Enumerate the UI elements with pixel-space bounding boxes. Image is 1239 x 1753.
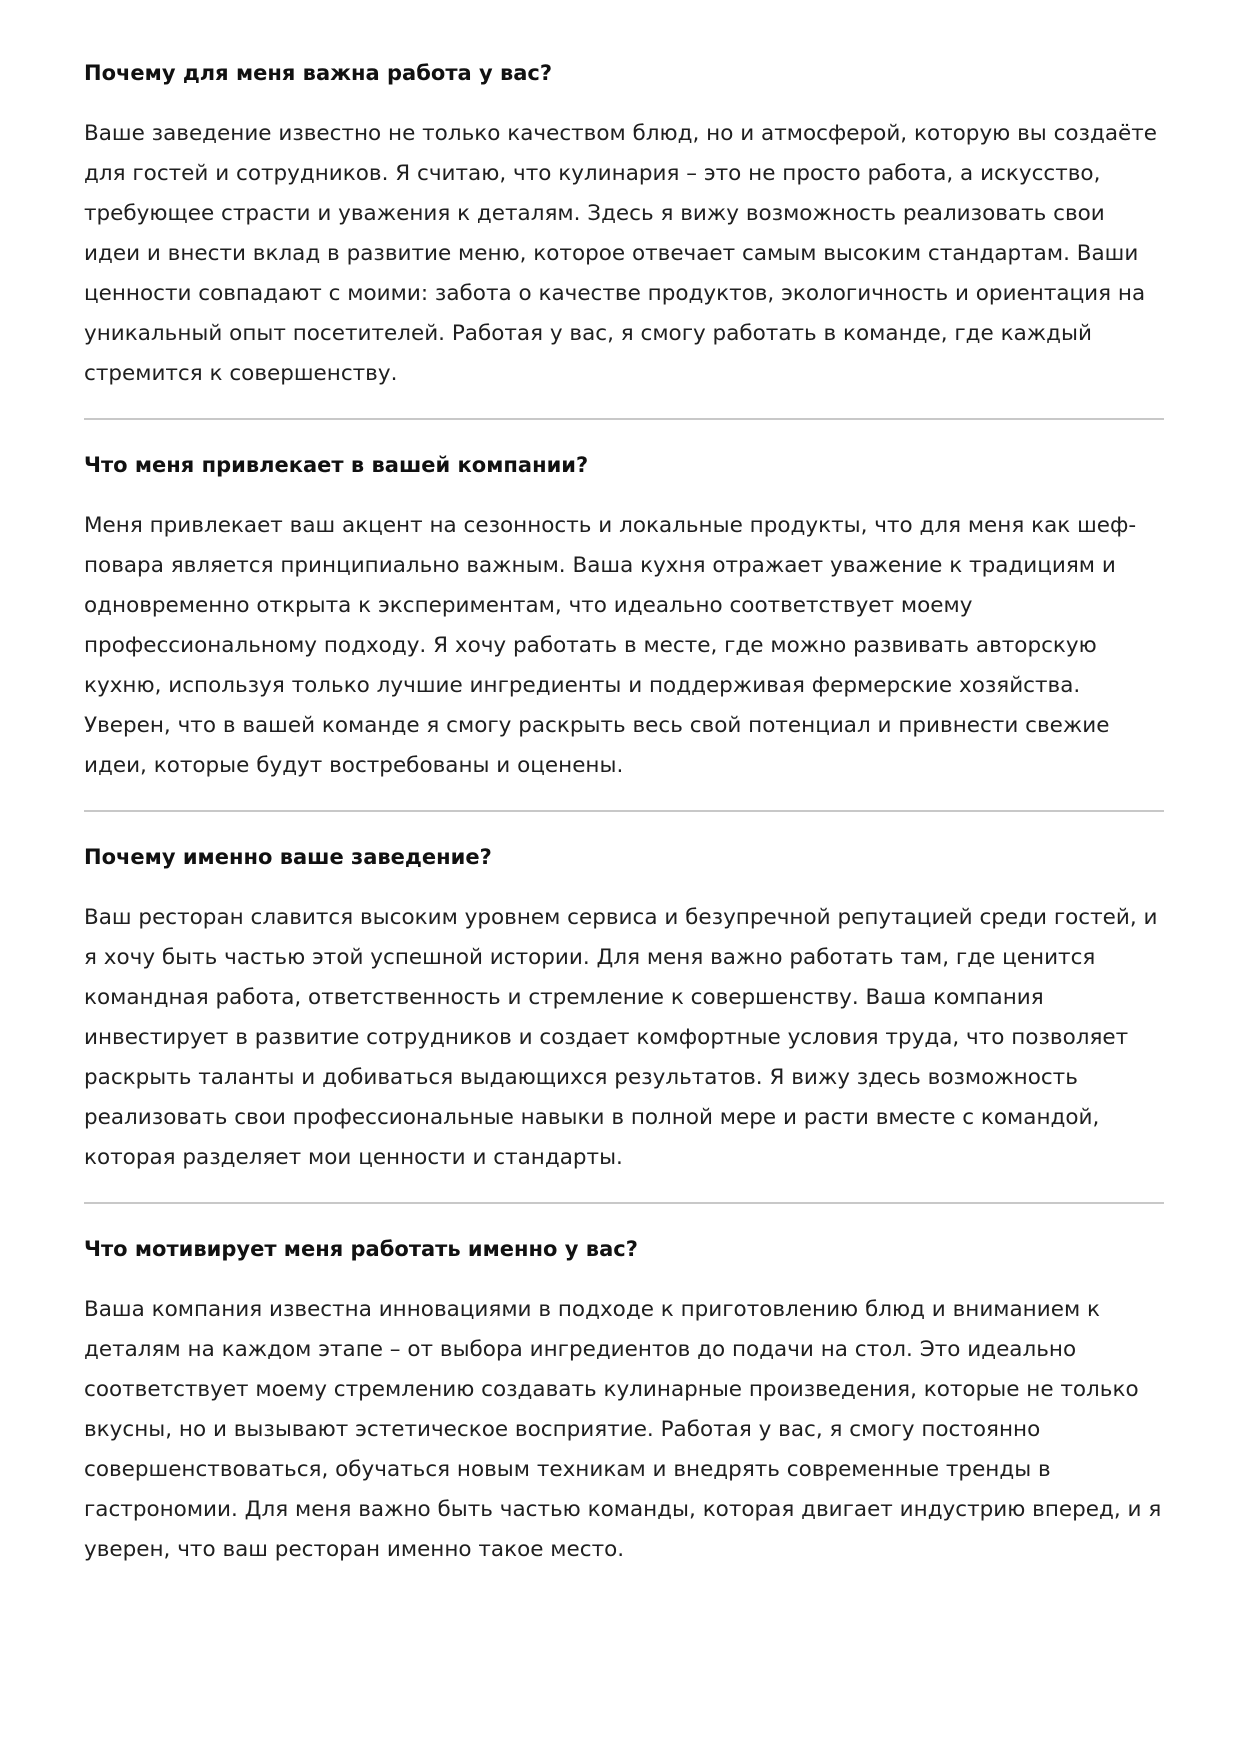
- section-divider: [84, 810, 1164, 812]
- section-divider: [84, 418, 1164, 420]
- section-heading: Что мотивирует меня работать именно у вас?: [84, 1237, 638, 1261]
- section-heading: Что меня привлекает в вашей компании?: [84, 453, 589, 477]
- section-paragraph: Меня привлекает ваш акцент на сезонность и локальные продукты, что для меня как шеф-повара является принципиально важным. Ваша кухня отражает уважение к традициям и одновременно открыта к экспериментам, что идеально соответствует моему профессиональному подходу. Я хочу работать в месте, где можно развивать авторскую кухню, используя только лучшие ингредиенты и поддерживая фермерские хозяйства. Уверен, что в вашей команде я смогу раскрыть весь свой потенциал и привнести свежие идеи, которые будут востребованы и оценены.: [84, 513, 1137, 778]
- section-paragraph: Ваш ресторан славится высоким уровнем сервиса и безупречной репутацией среди гостей, и я хочу быть частью этой успешной истории. Для меня важно работать там, где ценится командная работа, ответственность и стремление к совершенству. Ваша компания инвестирует в развитие сотрудников и создает комфортные условия труда, что позволяет раскрыть таланты и добиваться выдающихся результатов. Я вижу здесь возможность реализовать свои профессиональные навыки в полной мере и расти вместе с командой, которая разделяет мои ценности и стандарты.: [84, 905, 1158, 1170]
- document-page: [84, 58, 1164, 1570]
- section-heading: Почему для меня важна работа у вас?: [84, 61, 553, 85]
- section-paragraph: Ваше заведение известно не только качеством блюд, но и атмосферой, которую вы создаёте для гостей и сотрудников. Я считаю, что кулинария – это не просто работа, а искусство, требующее страсти и уважения к деталям. Здесь я вижу возможность реализовать свои идеи и внести вклад в развитие меню, которое отвечает самым высоким стандартам. Ваши ценности совпадают с моими: забота о качестве продуктов, экологичность и ориентация на уникальный опыт посетителей. Работая у вас, я смогу работать в команде, где каждый стремится к совершенству.: [84, 121, 1158, 386]
- section-why-work-here: [84, 58, 1164, 394]
- section-what-attracts: [84, 450, 1164, 786]
- section-heading: Почему именно ваше заведение?: [84, 845, 492, 869]
- section-paragraph: Ваша компания известна инновациями в подходе к приготовлению блюд и вниманием к деталям на каждом этапе – от выбора ингредиентов до подачи на стол. Это идеально соответствует моему стремлению создавать кулинарные произведения, которые не только вкусны, но и вызывают эстетическое восприятие. Работая у вас, я смогу постоянно совершенствоваться, обучаться новым техникам и внедрять современные тренды в гастрономии. Для меня важно быть частью команды, которая двигает индустрию вперед, и я уверен, что ваш ресторан именно такое место.: [84, 1297, 1162, 1562]
- section-motivation: [84, 1234, 1164, 1570]
- section-why-this-place: [84, 842, 1164, 1178]
- section-divider: [84, 1202, 1164, 1204]
